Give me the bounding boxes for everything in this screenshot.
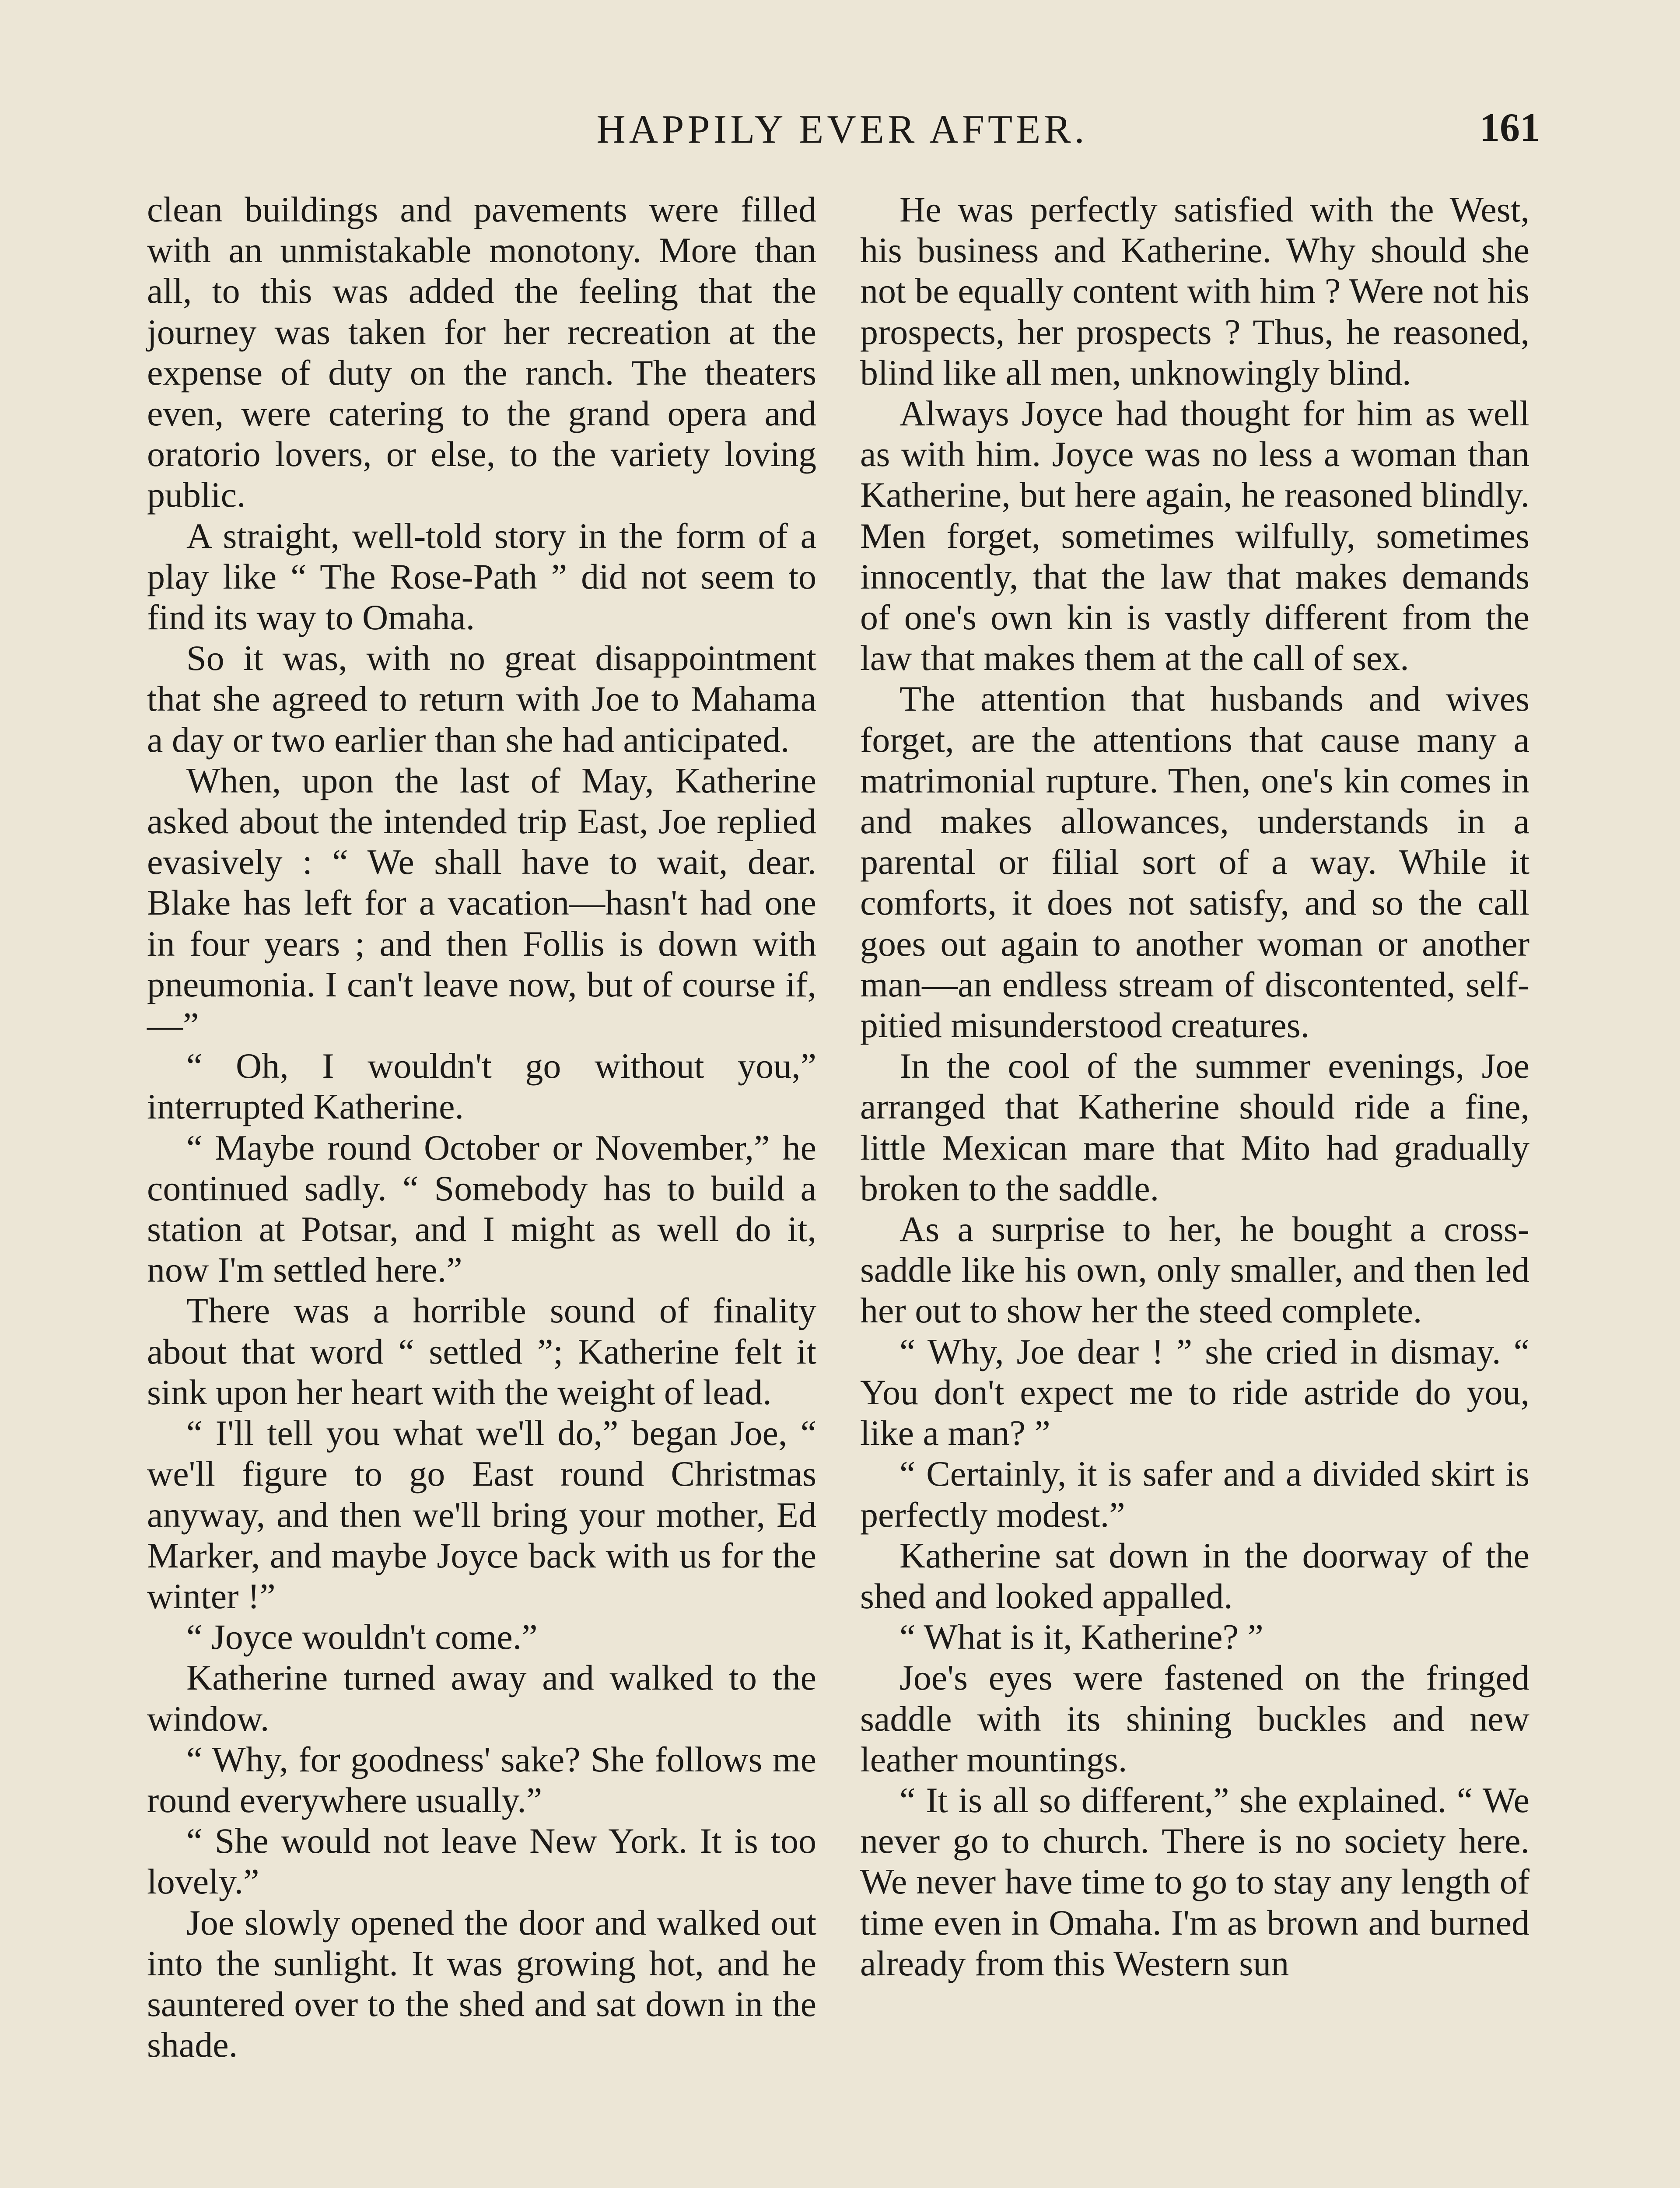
paragraph: “ Why, Joe dear ! ” she cried in dismay. “ You don't expect me to ride astride do you, like a man? ” [860, 1331, 1530, 1453]
page-title: HAPPILY EVER AFTER. [596, 107, 1088, 151]
paragraph: As a surprise to her, he bought a cross-saddle like his own, only smaller, and then led her out to show her the steed complete. [860, 1209, 1530, 1331]
paragraph: A straight, well-told story in the form of a play like “ The Rose-Path ” did not seem to find its way to Omaha. [147, 515, 816, 638]
paragraph: The attention that husbands and wives forget, are the attentions that cause many a matrimonial rupture. Then, one's kin comes in and makes allowances, understands in a parental or filial sort of a way. While it comforts, it does not satisfy, and so the call goes out again to another woman or another man—an endless stream of discontented, self-pitied misunderstood creatures. [860, 679, 1530, 1045]
paragraph: “ I'll tell you what we'll do,” began Joe, “ we'll figure to go East round Christmas anyway, and then we'll bring your mother, Ed Marker, and maybe Joyce back with us for the winter !” [147, 1413, 816, 1616]
paragraph: Joe's eyes were fastened on the fringed saddle with its shining buckles and new leather mountings. [860, 1658, 1530, 1779]
paragraph: “ Why, for goodness' sake? She follows me round everywhere usually.” [147, 1739, 816, 1820]
paragraph: Katherine sat down in the doorway of the shed and looked appalled. [860, 1535, 1530, 1616]
paragraph: In the cool of the summer evenings, Joe arranged that Katherine should ride a fine, little Mexican mare that Mito had gradually broken to the saddle. [860, 1046, 1530, 1208]
paragraph: “ Certainly, it is safer and a divided skirt is perfectly modest.” [860, 1454, 1530, 1535]
paragraph: “ Oh, I wouldn't go without you,” interrupted Katherine. [147, 1046, 816, 1127]
paragraph: There was a horrible sound of finality about that word “ settled ”; Katherine felt it sink upon her heart with the weight of lead. [147, 1290, 816, 1412]
paragraph: “ Maybe round October or November,” he continued sadly. “ Somebody has to build a station at Potsar, and I might as well do it, now I'm settled here.” [147, 1127, 816, 1290]
left-column [147, 189, 816, 2065]
paragraph: When, upon the last of May, Katherine asked about the intended trip East, Joe replied evasively : “ We shall have to wait, dear. Blake has left for a vacation—hasn't had one in four years ; and then Follis is down with pneumonia. I can't leave now, but of course if,—” [147, 760, 816, 1045]
paragraph: He was perfectly satisfied with the West, his business and Katherine. Why should she not be equally content with him ? Were not his prospects, her prospects ? Thus, he reasoned, blind like all men, unknowingly blind. [860, 189, 1530, 393]
running-head [144, 102, 1540, 158]
paragraph: Joe slowly opened the door and walked out into the sunlight. It was growing hot, and he sauntered over to the shed and sat down in the shade. [147, 1902, 816, 2065]
right-column [860, 189, 1530, 1984]
paragraph: “ Joyce wouldn't come.” [186, 1617, 538, 1657]
paragraph: Katherine turned away and walked to the window. [147, 1658, 816, 1739]
page-number: 161 [1480, 105, 1540, 150]
paragraph: Always Joyce had thought for him as well as with him. Joyce was no less a woman than Katherine, but here again, he reasoned blindly. Men forget, sometimes wilfully, sometimes innocently, that the law that makes demands of one's own kin is vastly different from the law that makes them at the call of sex. [860, 393, 1530, 678]
paragraph: So it was, with no great disappointment that she agreed to return with Joe to Mahama a day or two earlier than she had anticipated. [147, 638, 816, 760]
paragraph: clean buildings and pavements were filled with an unmistakable monotony. More than all, to this was added the feeling that the journey was taken for her recreation at the expense of duty on the ranch. The theaters even, were catering to the grand opera and oratorio lovers, or else, to the variety loving public. [147, 189, 816, 515]
paragraph: “ It is all so different,” she explained. “ We never go to church. There is no society here. We never have time to go to stay any length of time even in Omaha. I'm as brown and burned already from this Western sun [860, 1780, 1530, 1983]
paragraph: “ She would not leave New York. It is too lovely.” [147, 1821, 816, 1902]
paragraph: “ What is it, Katherine? ” [900, 1617, 1264, 1657]
